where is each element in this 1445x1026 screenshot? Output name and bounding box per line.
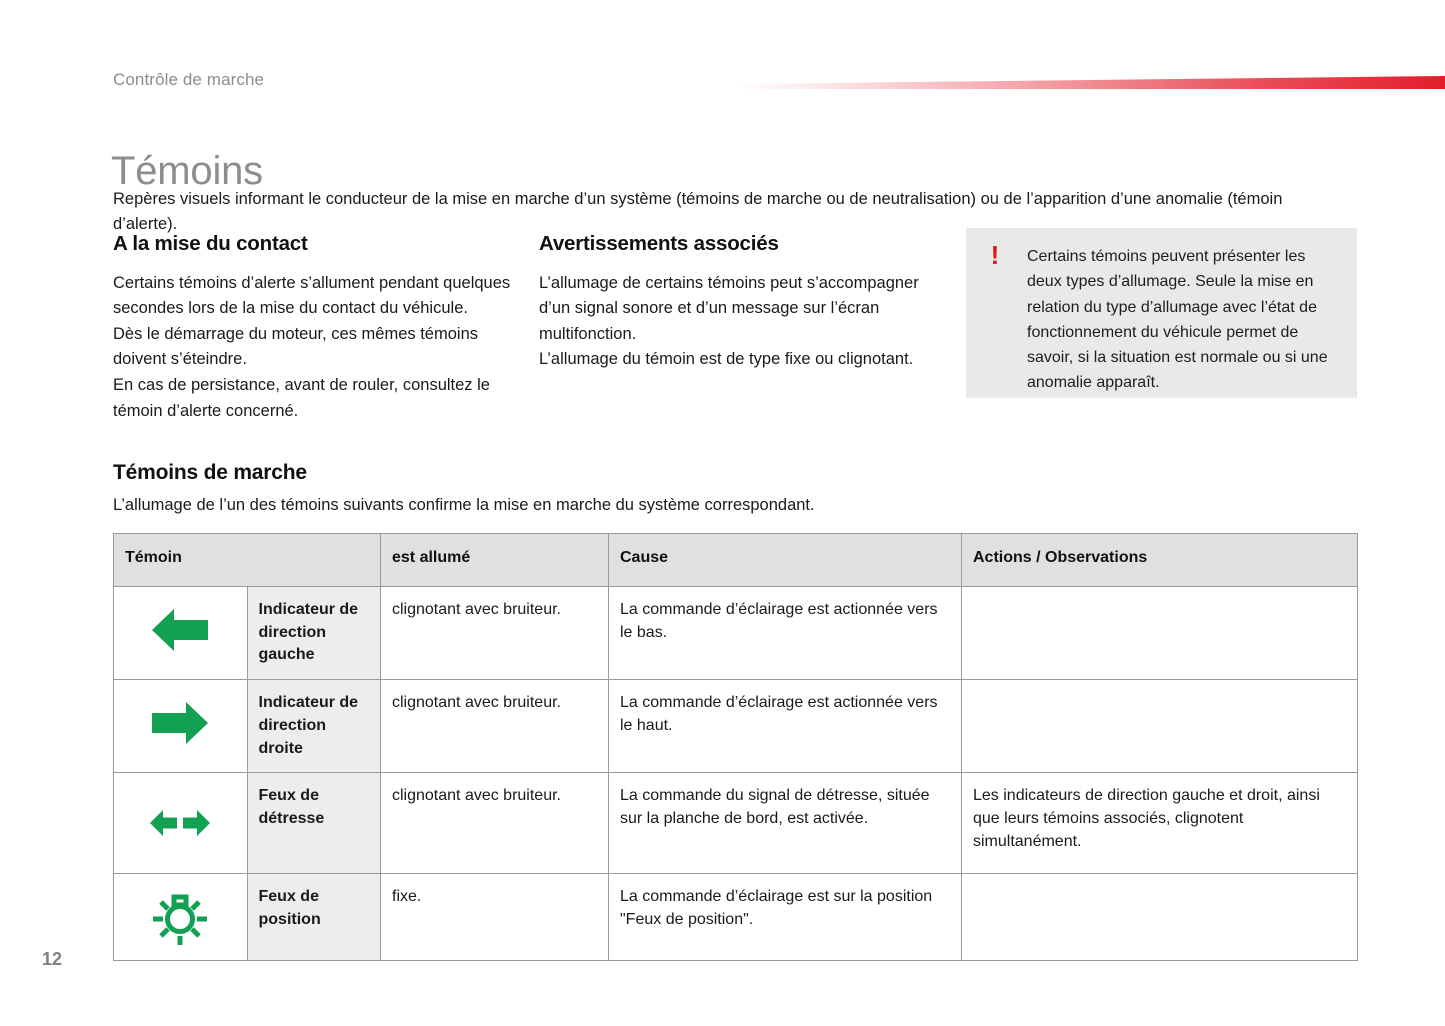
table-cell-icon xyxy=(114,874,248,961)
table-row xyxy=(114,587,1358,680)
table-cell-icon xyxy=(114,680,248,773)
warning-note-box xyxy=(966,228,1357,398)
column-header-cause: Cause xyxy=(609,534,962,587)
table-cell-label: Feux de détresse xyxy=(247,773,381,874)
table-cell-label: Indicateur de direction droite xyxy=(247,680,381,773)
section-subtitle-temoins-de-marche: L’allumage de l’un des témoins suivants confirme la mise en marche du système correspondant. xyxy=(113,495,815,514)
arrow-right-icon xyxy=(114,680,247,766)
table-cell-icon xyxy=(114,587,248,680)
section-body-avertissements: L’allumage de certains témoins peut s’accompagner d’un signal sonore et d’un message sur l’écran multifonction. L’allumage du témoin est de type fixe ou clignotant. xyxy=(539,273,919,369)
section-heading-temoins-de-marche: Témoins de marche xyxy=(113,461,307,485)
page-title: Témoins xyxy=(111,148,263,193)
table-row xyxy=(114,874,1358,961)
hazard-arrows-icon xyxy=(114,773,247,873)
section-a-la-mise-du-contact xyxy=(113,228,513,424)
witness-table-body xyxy=(114,587,1358,961)
table-cell-actions xyxy=(962,874,1358,961)
section-heading-avertissements: Avertissements associés xyxy=(539,232,779,255)
section-body-contact: Certains témoins d’alerte s’allument pendant quelques secondes lors de la mise du contact du véhicule. Dès le démarrage du moteur, ces mêmes témoins doivent s’éteindre. En cas de persistance, avant de rouler, consultez le témoin d’alerte concerné. xyxy=(113,273,511,420)
table-row xyxy=(114,680,1358,773)
column-header-actions: Actions / Observations xyxy=(962,534,1358,587)
column-header-temoin: Témoin xyxy=(114,534,381,587)
section-avertissements-associes xyxy=(539,228,929,373)
table-cell-state: clignotant avec bruiteur. xyxy=(381,587,609,680)
running-header-title: Contrôle de marche xyxy=(113,70,265,89)
table-cell-actions xyxy=(962,680,1358,773)
table-cell-label: Indicateur de direction gauche xyxy=(247,587,381,680)
warning-note-text: Certains témoins peuvent présenter les deux types d’allumage. Seule la mise en relation du type d’allumage avec l’état de fonctionnement du véhicule permet de savoir, si la situation est normale ou si une anomalie apparaît. xyxy=(1027,248,1328,392)
section-heading-contact: A la mise du contact xyxy=(113,232,308,255)
table-cell-actions xyxy=(962,587,1358,680)
position-lights-icon xyxy=(114,874,247,960)
table-header-row xyxy=(114,534,1358,587)
witness-table-wrapper xyxy=(113,533,1358,961)
table-cell-cause: La commande d’éclairage est actionnée vers le bas. xyxy=(609,587,962,680)
table-cell-label: Feux de position xyxy=(247,874,381,961)
arrow-left-icon xyxy=(114,587,247,673)
table-cell-actions: Les indicateurs de direction gauche et droit, ainsi que leurs témoins associés, clignotent simultanément. xyxy=(962,773,1358,874)
page-number: 12 xyxy=(42,949,63,969)
table-cell-state: fixe. xyxy=(381,874,609,961)
column-header-est-allume: est allumé xyxy=(381,534,609,587)
exclamation-icon: ! xyxy=(990,240,1000,270)
witness-table xyxy=(113,533,1358,961)
table-cell-cause: La commande d’éclairage est actionnée vers le haut. xyxy=(609,680,962,773)
table-cell-state: clignotant avec bruiteur. xyxy=(381,773,609,874)
header-accent-rule xyxy=(733,76,1445,89)
table-cell-cause: La commande d’éclairage est sur la position "Feux de position". xyxy=(609,874,962,961)
witness-table-head xyxy=(114,534,1358,587)
table-cell-icon xyxy=(114,773,248,874)
table-cell-cause: La commande du signal de détresse, située sur la planche de bord, est activée. xyxy=(609,773,962,874)
table-row xyxy=(114,773,1358,874)
page-intro-text: Repères visuels informant le conducteur de la mise en marche d’un système (témoins de marche ou de neutralisation) ou de l’apparition d’une anomalie (témoin d’alerte). xyxy=(113,189,1283,233)
table-cell-state: clignotant avec bruiteur. xyxy=(381,680,609,773)
